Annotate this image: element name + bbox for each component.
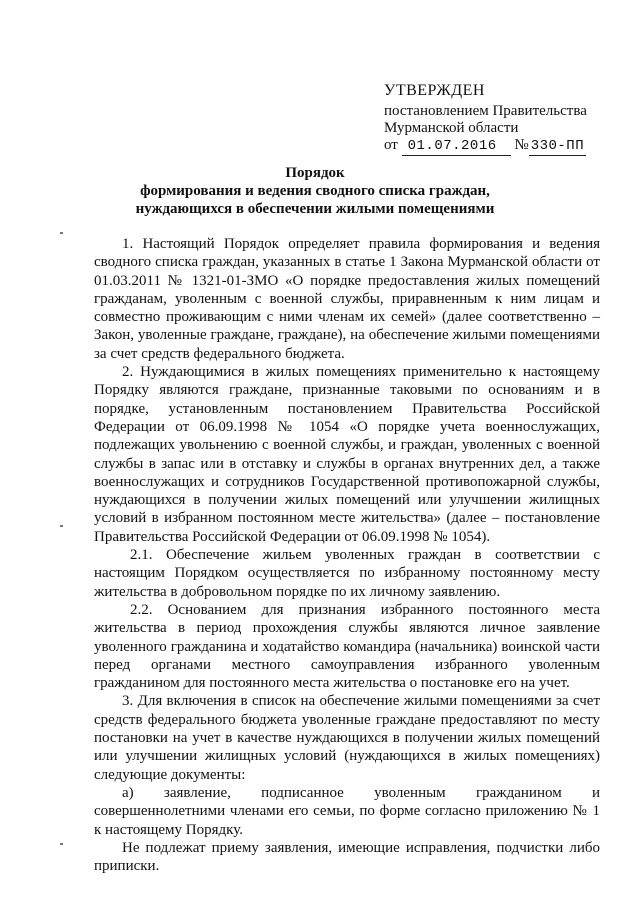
paragraph-2: 2. Нуждающимися в жилых помещениях применительно к настоящему Порядку являются граждане, признанные таковыми по основаниям и в порядке, установленным постановлением Правительства Российской Федерации от 06.09.1998 № 1054 «О порядке учета военнослужащих, подлежащих увольнению с военной службы, и граждан, уволенных с военной службы в запас или в отставку и службы в органах внутренних дел, а также военнослужащих и сотрудников Государственной противопожарной службы, нуждающихся в получении жилых помещений или улучшении жилищных условий в избранном постоянном месте жительства» (далее – постановление Правительства Российской Федерации от 06.09.1998 № 1054). (94, 364, 600, 545)
document-body (94, 235, 600, 875)
paragraph-3-a: а) заявление, подписанное уволенным гражданином и совершеннолетними членами его семьи, по форме согласно приложению № 1 к настоящему Порядку. (94, 784, 600, 838)
approval-stamp (384, 82, 587, 156)
paragraph-note: Не подлежат приему заявления, имеющие исправления, подчистки либо приписки. (94, 839, 600, 875)
approval-from: от (384, 137, 398, 153)
approval-number-prefix: № (514, 137, 529, 153)
paragraph-2-1: 2.1. Обеспечение жильем уволенных граждан в соответствии с настоящим Порядком осуществляется по избранному постоянному месту жительства в добровольном порядке по их личному заявлению. (94, 547, 600, 600)
title-line-1: Порядок (285, 165, 345, 181)
scan-mark (60, 232, 63, 234)
approval-line-2: Мурманской области (384, 120, 519, 136)
approval-date-line (384, 137, 587, 156)
scan-mark (60, 843, 63, 845)
approval-number: 330-ПП (530, 138, 585, 154)
approved-heading: УТВЕРЖДЕН (384, 82, 485, 99)
title-line-2: формирования и ведения сводного списка граждан, нуждающихся в обеспечении жилыми помещениями (135, 183, 495, 217)
approval-line-1: постановлением Правительства (384, 103, 587, 119)
scan-mark (60, 525, 63, 527)
document-title (100, 164, 530, 218)
approval-date: 01.07.2016 (402, 138, 511, 156)
paragraph-2-2: 2.2. Основанием для признания избранного постоянного места жительства в период прохождения службы являются личное заявление уволенного гражданина и ходатайство командира (начальника) воинской части перед органами местного самоуправления избранного уволенным гражданином для постоянного места жительства о постановке его на учет. (94, 601, 600, 692)
paragraph-1: 1. Настоящий Порядок определяет правила формирования и ведения сводного списка граждан, указанных в статье 1 Закона Мурманской области от 01.03.2011 № 1321-01-ЗМО «О порядке предоставления жилых помещений гражданам, уволенным с военной службы, приравненным к ним лицам и совместно проживающим с ними членам их семей» (далее соответственно – Закон, уволенные граждане, граждане), на обеспечение жилыми помещениями за счет средств федерального бюджета. (94, 236, 600, 362)
paragraph-3: 3. Для включения в список на обеспечение жилыми помещениями за счет средств федерального бюджета уволенные граждане предоставляют по месту постановки на учет в качестве нуждающихся в получении жилых помещений или улучшении жилищных условий (нуждающихся в жилых помещениях) следующие документы: (94, 693, 600, 783)
